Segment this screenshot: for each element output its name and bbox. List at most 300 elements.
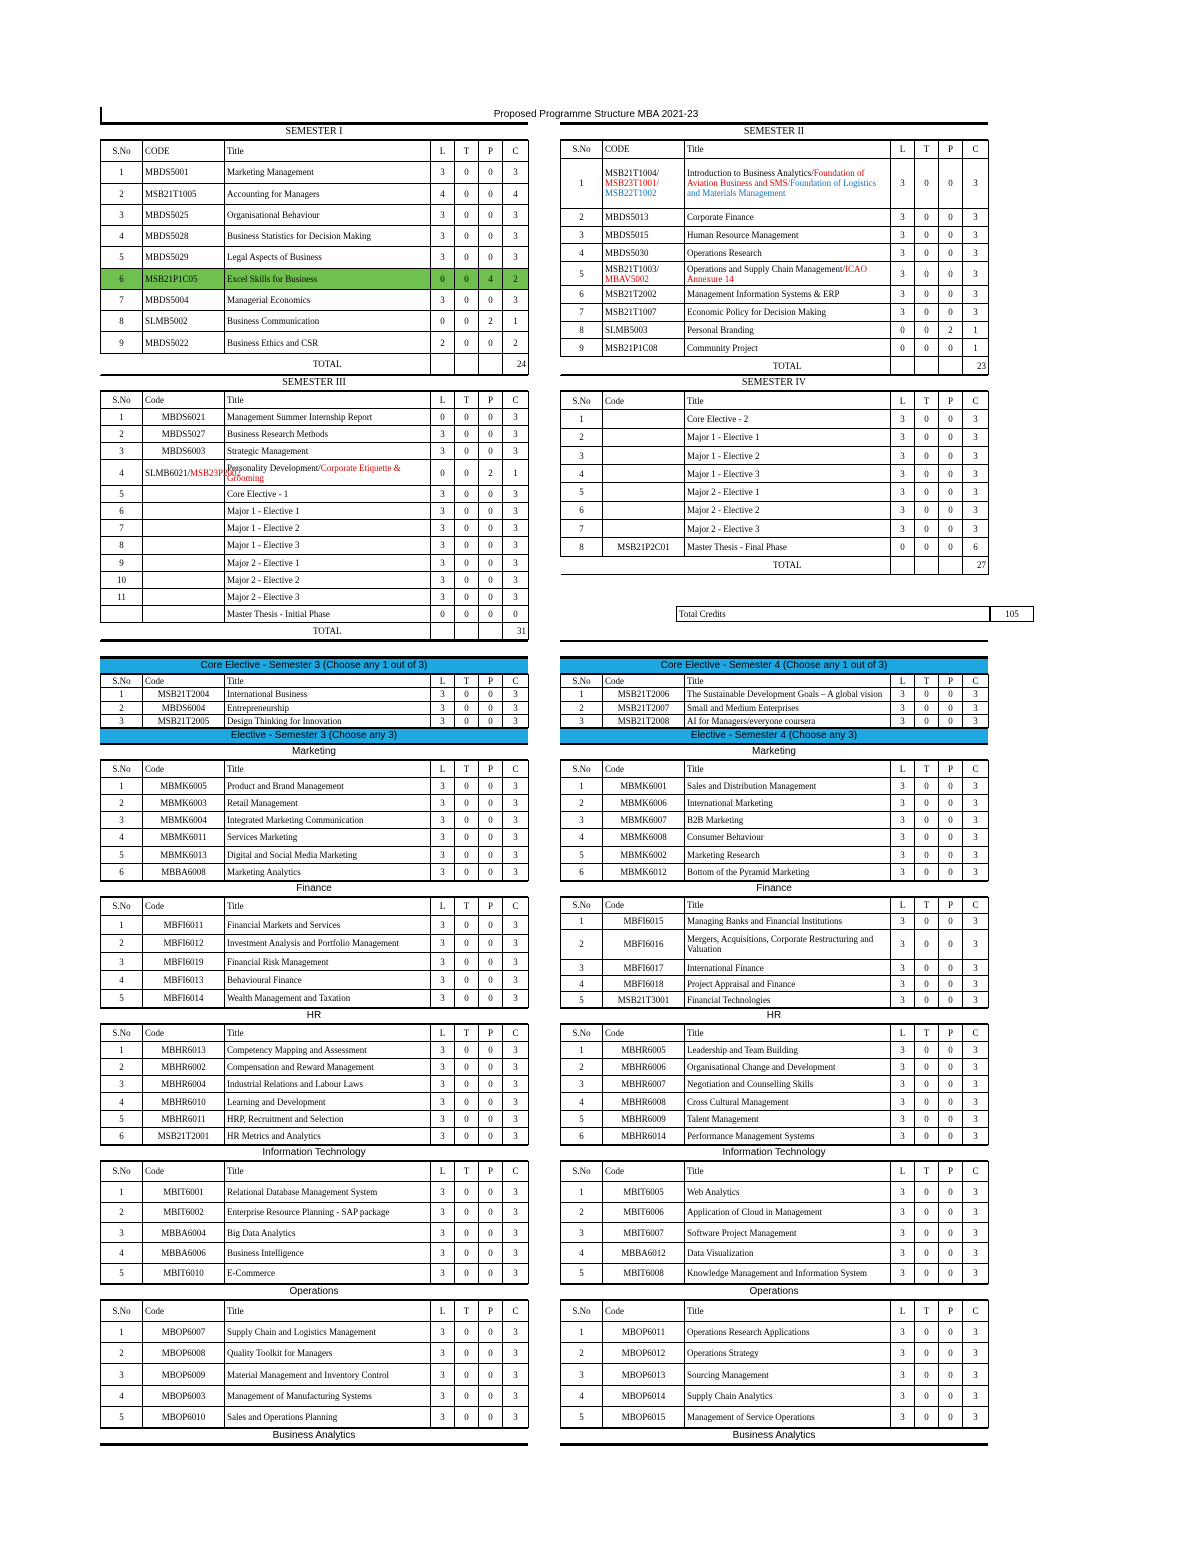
column-header: C [963, 392, 989, 410]
tutorial-hours: 0 [455, 934, 479, 952]
tutorial-hours: 0 [915, 795, 939, 812]
course-code-part: SLMB6021/ [145, 467, 191, 478]
serial-number: 2 [101, 1202, 143, 1222]
practical-hours: 0 [479, 443, 503, 460]
credits: 3 [503, 520, 529, 537]
table-row [561, 812, 989, 829]
practical-hours: 0 [939, 829, 963, 846]
practical-hours: 0 [479, 1406, 503, 1427]
credits: 3 [503, 1182, 529, 1202]
credits: 3 [503, 934, 529, 952]
credits: 3 [963, 520, 989, 538]
column-header: L [891, 1161, 915, 1181]
column-header-row [101, 141, 529, 162]
tutorial-hours: 0 [455, 1076, 479, 1093]
serial-number: 1 [101, 778, 143, 795]
tutorial-hours: 0 [915, 929, 939, 959]
lecture-hours: 0 [431, 409, 455, 426]
lecture-hours: 3 [891, 992, 915, 1008]
lecture-hours: 3 [431, 1127, 455, 1144]
semester-1-block [100, 124, 528, 375]
serial-number: 6 [561, 501, 603, 519]
course-code: MBIT6001 [143, 1182, 225, 1202]
column-header-row [101, 392, 529, 409]
total-label: TOTAL [685, 556, 891, 574]
course-title: Talent Management [685, 1110, 891, 1127]
course-title: Marketing Management [225, 162, 431, 183]
column-header: Code [603, 392, 685, 410]
page-title: Proposed Programme Structure MBA 2021-23 [100, 107, 1090, 122]
column-header: Title [685, 675, 891, 688]
course-code: MBDS5013 [603, 208, 685, 226]
course-code: MBFI6017 [603, 960, 685, 976]
total-label: TOTAL [685, 357, 891, 375]
semester-2-block [560, 124, 988, 375]
practical-hours: 0 [479, 426, 503, 443]
core-elective-title: Core Elective - Semester 4 (Choose any 1 out of 3) [560, 658, 988, 674]
table-row [561, 1110, 989, 1127]
serial-number: 3 [561, 1076, 603, 1093]
elective-footer: Business Analytics [560, 1428, 988, 1444]
course-title [685, 158, 891, 208]
course-title: Major 2 - Elective 2 [225, 571, 431, 588]
course-code: MBFI6019 [143, 952, 225, 970]
table-row [561, 863, 989, 880]
serial-number: 4 [101, 971, 143, 989]
course-code: MBOP6012 [603, 1343, 685, 1364]
course-code: MBDS5028 [143, 226, 225, 247]
course-title: Supply Chain and Logistics Management [225, 1322, 431, 1343]
serial-number: 4 [561, 465, 603, 483]
credits: 3 [963, 446, 989, 464]
course-code: MBDS5015 [603, 226, 685, 244]
lecture-hours: 3 [431, 571, 455, 588]
table-row [561, 410, 989, 428]
column-header: Code [143, 1025, 225, 1042]
table-row [101, 1364, 529, 1385]
table-row [101, 846, 529, 863]
column-header: C [963, 141, 989, 159]
column-header: T [455, 392, 479, 409]
lecture-hours: 3 [891, 226, 915, 244]
course-title: Behavioural Finance [225, 971, 431, 989]
practical-hours: 0 [939, 483, 963, 501]
table-row [101, 989, 529, 1007]
course-title: Major 2 - Elective 1 [225, 554, 431, 571]
credits: 2 [503, 268, 529, 289]
practical-hours: 0 [479, 971, 503, 989]
column-header: T [915, 1025, 939, 1042]
practical-hours: 0 [479, 863, 503, 880]
course-title: Organisational Behaviour [225, 204, 431, 225]
lecture-hours: 3 [431, 1322, 455, 1343]
practical-hours: 0 [479, 1110, 503, 1127]
lecture-hours: 3 [891, 286, 915, 304]
course-title: Business Communication [225, 311, 431, 332]
column-header-row [561, 1301, 989, 1322]
serial-number: 5 [561, 1110, 603, 1127]
column-header: L [431, 897, 455, 915]
course-title: Big Data Analytics [225, 1222, 431, 1242]
serial-number: 5 [101, 846, 143, 863]
course-code: MBDS5027 [143, 426, 225, 443]
column-header: S.No [561, 761, 603, 778]
course-code: MBHR6004 [143, 1076, 225, 1093]
table-row [101, 268, 529, 289]
table-row [561, 1182, 989, 1202]
serial-number: 2 [561, 208, 603, 226]
credits: 3 [963, 1182, 989, 1202]
lecture-hours: 3 [431, 916, 455, 934]
tutorial-hours: 0 [915, 714, 939, 727]
credits: 1 [503, 311, 529, 332]
tutorial-hours: 0 [455, 247, 479, 268]
course-code: MBIT6005 [603, 1182, 685, 1202]
lecture-hours: 0 [891, 321, 915, 339]
credits: 3 [503, 1127, 529, 1144]
course-title: Management Summer Internship Report [225, 409, 431, 426]
course-title: Personal Branding [685, 321, 891, 339]
column-header: L [891, 761, 915, 778]
credits: 3 [963, 158, 989, 208]
course-code-part: MSB22T1002 [605, 188, 657, 199]
column-header: Code [143, 675, 225, 688]
course-title: Major 2 - Elective 3 [225, 588, 431, 605]
column-header: P [479, 141, 503, 162]
practical-hours: 0 [939, 778, 963, 795]
tutorial-hours: 0 [915, 1127, 939, 1144]
course-code: MBFI6011 [143, 916, 225, 934]
practical-hours: 0 [939, 846, 963, 863]
practical-hours: 0 [479, 204, 503, 225]
course-code: MBHR6005 [603, 1042, 685, 1059]
serial-number: 1 [101, 688, 143, 701]
column-header: C [503, 1301, 529, 1322]
table-row [561, 778, 989, 795]
course-code: MSB21P1C08 [603, 339, 685, 357]
table-row [101, 1406, 529, 1427]
lecture-hours: 0 [431, 311, 455, 332]
column-header: Title [225, 392, 431, 409]
column-header-row [561, 1025, 989, 1042]
lecture-hours: 3 [431, 1243, 455, 1263]
tutorial-hours: 0 [915, 410, 939, 428]
column-header: L [891, 1025, 915, 1042]
course-title: Product and Brand Management [225, 778, 431, 795]
practical-hours: 0 [939, 1042, 963, 1059]
serial-number: 6 [101, 503, 143, 520]
practical-hours: 0 [939, 795, 963, 812]
practical-hours: 0 [479, 952, 503, 970]
table-row [561, 1343, 989, 1364]
table-row [561, 1202, 989, 1222]
credits: 3 [503, 846, 529, 863]
course-code [603, 428, 685, 446]
tutorial-hours: 0 [455, 778, 479, 795]
course-code: MBDS6004 [143, 701, 225, 714]
tutorial-hours: 0 [915, 501, 939, 519]
tutorial-hours: 0 [455, 460, 479, 486]
course-title: Major 1 - Elective 3 [225, 537, 431, 554]
column-header: L [431, 141, 455, 162]
course-code: MBMK6004 [143, 812, 225, 829]
lecture-hours: 3 [431, 289, 455, 310]
table-row [101, 537, 529, 554]
credits: 1 [963, 321, 989, 339]
lecture-hours: 3 [891, 303, 915, 321]
lecture-hours: 3 [891, 1385, 915, 1406]
course-title: HRP, Recruitment and Selection [225, 1110, 431, 1127]
course-code [143, 571, 225, 588]
course-code: MBDS5004 [143, 289, 225, 310]
course-title: Operations Research Applications [685, 1322, 891, 1343]
practical-hours: 0 [939, 244, 963, 262]
table-row [101, 426, 529, 443]
table-row [561, 465, 989, 483]
table-row [101, 1202, 529, 1222]
tutorial-hours: 0 [455, 1110, 479, 1127]
serial-number: 5 [101, 989, 143, 1007]
column-header: T [455, 1025, 479, 1042]
practical-hours: 0 [479, 795, 503, 812]
serial-number: 9 [101, 554, 143, 571]
lecture-hours: 0 [891, 339, 915, 357]
tutorial-hours: 0 [915, 1042, 939, 1059]
serial-number: 4 [561, 1093, 603, 1110]
credits: 3 [963, 929, 989, 959]
serial-number: 7 [101, 520, 143, 537]
elective-group-title: Information Technology [100, 1145, 528, 1161]
column-header: Code [143, 897, 225, 915]
lecture-hours: 3 [891, 795, 915, 812]
column-header: S.No [101, 392, 143, 409]
practical-hours: 2 [479, 460, 503, 486]
credits: 3 [963, 1263, 989, 1283]
course-code-part: MBAV5002 [605, 273, 649, 284]
serial-number: 5 [101, 1406, 143, 1427]
practical-hours: 0 [479, 537, 503, 554]
serial-number: 9 [561, 339, 603, 357]
elective-group-title: HR [100, 1008, 528, 1024]
serial-number: 4 [561, 1385, 603, 1406]
course-title: Software Project Management [685, 1222, 891, 1242]
course-code: MBOP6011 [603, 1322, 685, 1343]
serial-number: 8 [101, 537, 143, 554]
serial-number: 2 [101, 934, 143, 952]
semester-title: SEMESTER III [100, 375, 528, 391]
column-header: T [455, 675, 479, 688]
practical-hours: 0 [479, 183, 503, 204]
column-header: T [915, 392, 939, 410]
practical-hours: 0 [479, 409, 503, 426]
credits: 3 [963, 262, 989, 286]
lecture-hours: 3 [431, 863, 455, 880]
column-header: P [939, 141, 963, 159]
course-title: Supply Chain Analytics [685, 1385, 891, 1406]
column-header: Title [685, 141, 891, 159]
column-header: L [891, 141, 915, 159]
lecture-hours: 3 [891, 1263, 915, 1283]
course-title: Strategic Management [225, 443, 431, 460]
elective-footer: Business Analytics [100, 1428, 528, 1444]
course-code: MBDS5025 [143, 204, 225, 225]
serial-number: 4 [561, 829, 603, 846]
course-code: MBMK6001 [603, 778, 685, 795]
credits: 3 [503, 1322, 529, 1343]
practical-hours: 0 [939, 158, 963, 208]
column-header: C [503, 897, 529, 915]
table-row [101, 183, 529, 204]
course-code: MBDS5029 [143, 247, 225, 268]
serial-number: 11 [101, 588, 143, 605]
table-row [101, 571, 529, 588]
course-title: Small and Medium Enterprises [685, 701, 891, 714]
table-row [101, 829, 529, 846]
elective-group-title: Marketing [560, 744, 988, 760]
lecture-hours: 3 [431, 443, 455, 460]
lecture-hours: 3 [431, 1093, 455, 1110]
serial-number: 2 [101, 1059, 143, 1076]
serial-number: 3 [101, 443, 143, 460]
course-title: International Business [225, 688, 431, 701]
course-code-part: MSB21T1003/ [605, 263, 660, 274]
credits: 3 [503, 1263, 529, 1283]
column-header: S.No [101, 1301, 143, 1322]
course-code: MBHR6014 [603, 1127, 685, 1144]
serial-number: 1 [561, 778, 603, 795]
column-header: P [479, 1161, 503, 1181]
credits: 3 [963, 1042, 989, 1059]
serial-number: 2 [101, 701, 143, 714]
course-title: Major 1 - Elective 2 [685, 446, 891, 464]
course-title: Application of Cloud in Management [685, 1202, 891, 1222]
credits: 3 [963, 410, 989, 428]
practical-hours: 0 [939, 1364, 963, 1385]
course-title: Integrated Marketing Communication [225, 812, 431, 829]
practical-hours: 0 [479, 1385, 503, 1406]
course-title: Economic Policy for Decision Making [685, 303, 891, 321]
serial-number: 7 [561, 520, 603, 538]
column-header: S.No [561, 1301, 603, 1322]
table-row [561, 1322, 989, 1343]
course-code: MBMK6005 [143, 778, 225, 795]
course-title: Entrepreneurship [225, 701, 431, 714]
course-title-part: Personality Development/ [227, 462, 321, 473]
column-header: T [915, 141, 939, 159]
serial-number: 3 [561, 1222, 603, 1242]
lecture-hours: 3 [431, 588, 455, 605]
serial-number: 1 [101, 1322, 143, 1343]
tutorial-hours: 0 [455, 714, 479, 727]
lecture-hours: 3 [431, 1263, 455, 1283]
course-title: Core Elective - 2 [685, 410, 891, 428]
tutorial-hours: 0 [915, 538, 939, 556]
lecture-hours: 3 [891, 410, 915, 428]
table-row [101, 311, 529, 332]
tutorial-hours: 0 [915, 339, 939, 357]
course-code: MSB21P2C01 [603, 538, 685, 556]
credits: 3 [503, 1093, 529, 1110]
practical-hours: 0 [939, 208, 963, 226]
practical-hours: 0 [939, 303, 963, 321]
serial-number: 5 [561, 262, 603, 286]
tutorial-hours: 0 [915, 1406, 939, 1427]
practical-hours: 0 [939, 1263, 963, 1283]
practical-hours: 0 [939, 465, 963, 483]
tutorial-hours: 0 [455, 1042, 479, 1059]
credits: 3 [963, 976, 989, 992]
table-row [101, 1222, 529, 1242]
column-header: L [431, 1025, 455, 1042]
tutorial-hours: 0 [455, 311, 479, 332]
credits: 3 [963, 208, 989, 226]
course-code: MSB21T1005 [143, 183, 225, 204]
course-code [603, 410, 685, 428]
course-title: International Marketing [685, 795, 891, 812]
course-code: MBHR6010 [143, 1093, 225, 1110]
tutorial-hours: 0 [915, 688, 939, 701]
tutorial-hours: 0 [455, 588, 479, 605]
serial-number: 4 [561, 1243, 603, 1263]
course-code: MBDS5030 [603, 244, 685, 262]
serial-number: 4 [101, 1243, 143, 1263]
semester-4-block [560, 375, 988, 575]
course-title: Competency Mapping and Assessment [225, 1042, 431, 1059]
lecture-hours: 3 [431, 162, 455, 183]
lecture-hours: 3 [891, 688, 915, 701]
serial-number: 4 [101, 829, 143, 846]
tutorial-hours: 0 [915, 701, 939, 714]
course-code [603, 465, 685, 483]
course-title: Quality Toolkit for Managers [225, 1343, 431, 1364]
lecture-hours: 3 [891, 262, 915, 286]
practical-hours: 0 [939, 1243, 963, 1263]
table-row [561, 483, 989, 501]
course-title: Negotiation and Counselling Skills [685, 1076, 891, 1093]
practical-hours: 0 [479, 554, 503, 571]
credits: 3 [503, 1222, 529, 1242]
course-title: Major 1 - Elective 1 [225, 503, 431, 520]
course-title: Web Analytics [685, 1182, 891, 1202]
core-elective-title: Core Elective - Semester 3 (Choose any 1 out of 3) [100, 658, 528, 674]
column-header-row [101, 1301, 529, 1322]
elective-group-title: Finance [100, 881, 528, 897]
column-header: S.No [101, 1025, 143, 1042]
tutorial-hours: 0 [455, 1202, 479, 1222]
table-row [561, 992, 989, 1008]
tutorial-hours: 0 [455, 486, 479, 503]
serial-number: 5 [101, 1263, 143, 1283]
credits: 3 [503, 409, 529, 426]
serial-number: 3 [101, 204, 143, 225]
tutorial-hours: 0 [915, 303, 939, 321]
column-header: L [431, 392, 455, 409]
course-code: MBHR6013 [143, 1042, 225, 1059]
lecture-hours: 3 [891, 483, 915, 501]
lecture-hours: 3 [891, 1322, 915, 1343]
column-header: C [963, 1025, 989, 1042]
table-row [561, 262, 989, 286]
left-border-line [100, 107, 102, 123]
course-code: MBMK6011 [143, 829, 225, 846]
tutorial-hours: 0 [455, 332, 479, 353]
credits: 3 [963, 960, 989, 976]
total-row [561, 357, 989, 375]
credits: 3 [963, 1059, 989, 1076]
credits: 3 [963, 714, 989, 727]
tutorial-hours: 0 [455, 971, 479, 989]
course-code: MBMK6003 [143, 795, 225, 812]
